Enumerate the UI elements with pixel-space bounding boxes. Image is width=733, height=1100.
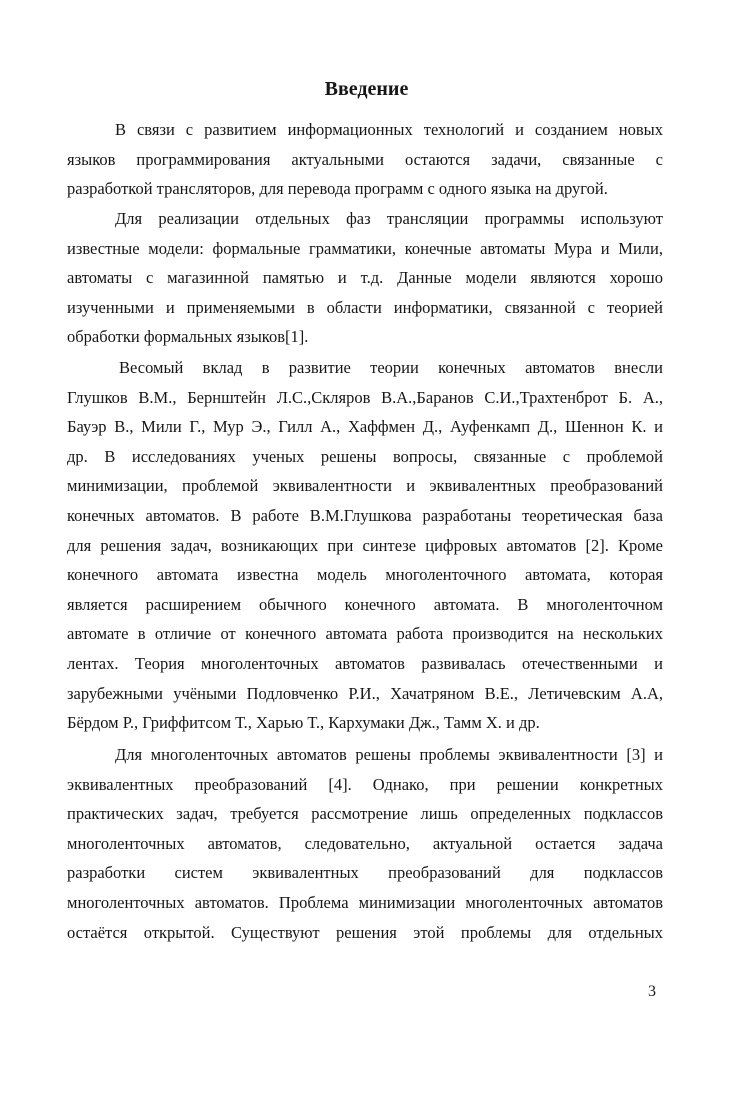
text-line: разработки систем эквивалентных преобразований для подклассов bbox=[67, 863, 663, 883]
text-line: практических задач, требуется рассмотрение лишь определенных подклассов bbox=[67, 804, 663, 824]
page-number: 3 bbox=[648, 983, 656, 1000]
text-line: др. В исследованиях ученых решены вопросы, связанные с проблемой bbox=[67, 446, 663, 466]
text-line: автомате в отличие от конечного автомата работа производится на нескольких bbox=[67, 624, 663, 644]
paragraph-3 bbox=[67, 353, 663, 738]
paragraph-1 bbox=[67, 115, 663, 204]
text-line: Бёрдом Р., Гриффитсом Т., Харью Т., Кархумаки Дж., Тамм Х. и др. bbox=[67, 713, 540, 733]
paragraph-4 bbox=[67, 740, 663, 947]
text-line: языков программирования актуальными остаются задачи, связанные с bbox=[67, 149, 663, 169]
text-line: разработкой трансляторов, для перевода программ с одного языка на другой. bbox=[67, 179, 608, 199]
text-line: конечных автоматов. В работе В.М.Глушкова разработаны теоретическая база bbox=[67, 505, 663, 525]
text-line: Для многоленточных автоматов решены проблемы эквивалентности [3] и bbox=[115, 745, 663, 764]
text-line: лентах. Теория многоленточных автоматов развивалась отечественными и bbox=[67, 653, 663, 673]
text-line: для решения задач, возникающих при синтезе цифровых автоматов [2]. Кроме bbox=[67, 535, 663, 555]
text-line: эквивалентных преобразований [4]. Однако, при решении конкретных bbox=[67, 774, 663, 794]
text-line: многоленточных автоматов. Проблема минимизации многоленточных автоматов bbox=[67, 892, 663, 912]
text-line: Весомый вклад в развитие теории конечных автоматов внесли bbox=[119, 358, 663, 377]
text-line: автоматы с магазинной памятью и т.д. Данные модели являются хорошо bbox=[67, 268, 663, 288]
text-line: изученными и применяемыми в области информатики, связанной с теорией bbox=[67, 297, 663, 317]
text-line: В связи с развитием информационных технологий и созданием новых bbox=[115, 120, 663, 139]
text-line: обработки формальных языков[1]. bbox=[67, 327, 309, 347]
paragraph-2 bbox=[67, 204, 663, 352]
text-line: многоленточных автоматов, следовательно, актуальной остается задача bbox=[67, 833, 663, 853]
text-line: конечного автомата известна модель многоленточного автомата, которая bbox=[67, 565, 663, 585]
page-title: Введение bbox=[324, 78, 409, 100]
text-line: остаётся открытой. Существуют решения этой проблемы для отдельных bbox=[67, 922, 663, 942]
text-line: Глушков В.М., Бернштейн Л.С.,Скляров В.А.,Баранов С.И.,Трахтенброт Б. А., bbox=[67, 387, 663, 407]
text-line: Для реализации отдельных фаз трансляции программы используют bbox=[115, 209, 663, 228]
text-line: Бауэр В., Мили Г., Мур Э., Гилл А., Хаффмен Д., Ауфенкамп Д., Шеннон К. и bbox=[67, 417, 663, 437]
text-line: зарубежными учёными Подловченко Р.И., Хачатряном В.Е., Летичевским А.А, bbox=[67, 683, 663, 703]
text-line: известные модели: формальные грамматики, конечные автоматы Мура и Мили, bbox=[67, 238, 663, 258]
text-line: является расширением обычного конечного автомата. В многоленточном bbox=[67, 594, 663, 614]
text-line: минимизации, проблемой эквивалентности и эквивалентных преобразований bbox=[67, 476, 663, 496]
